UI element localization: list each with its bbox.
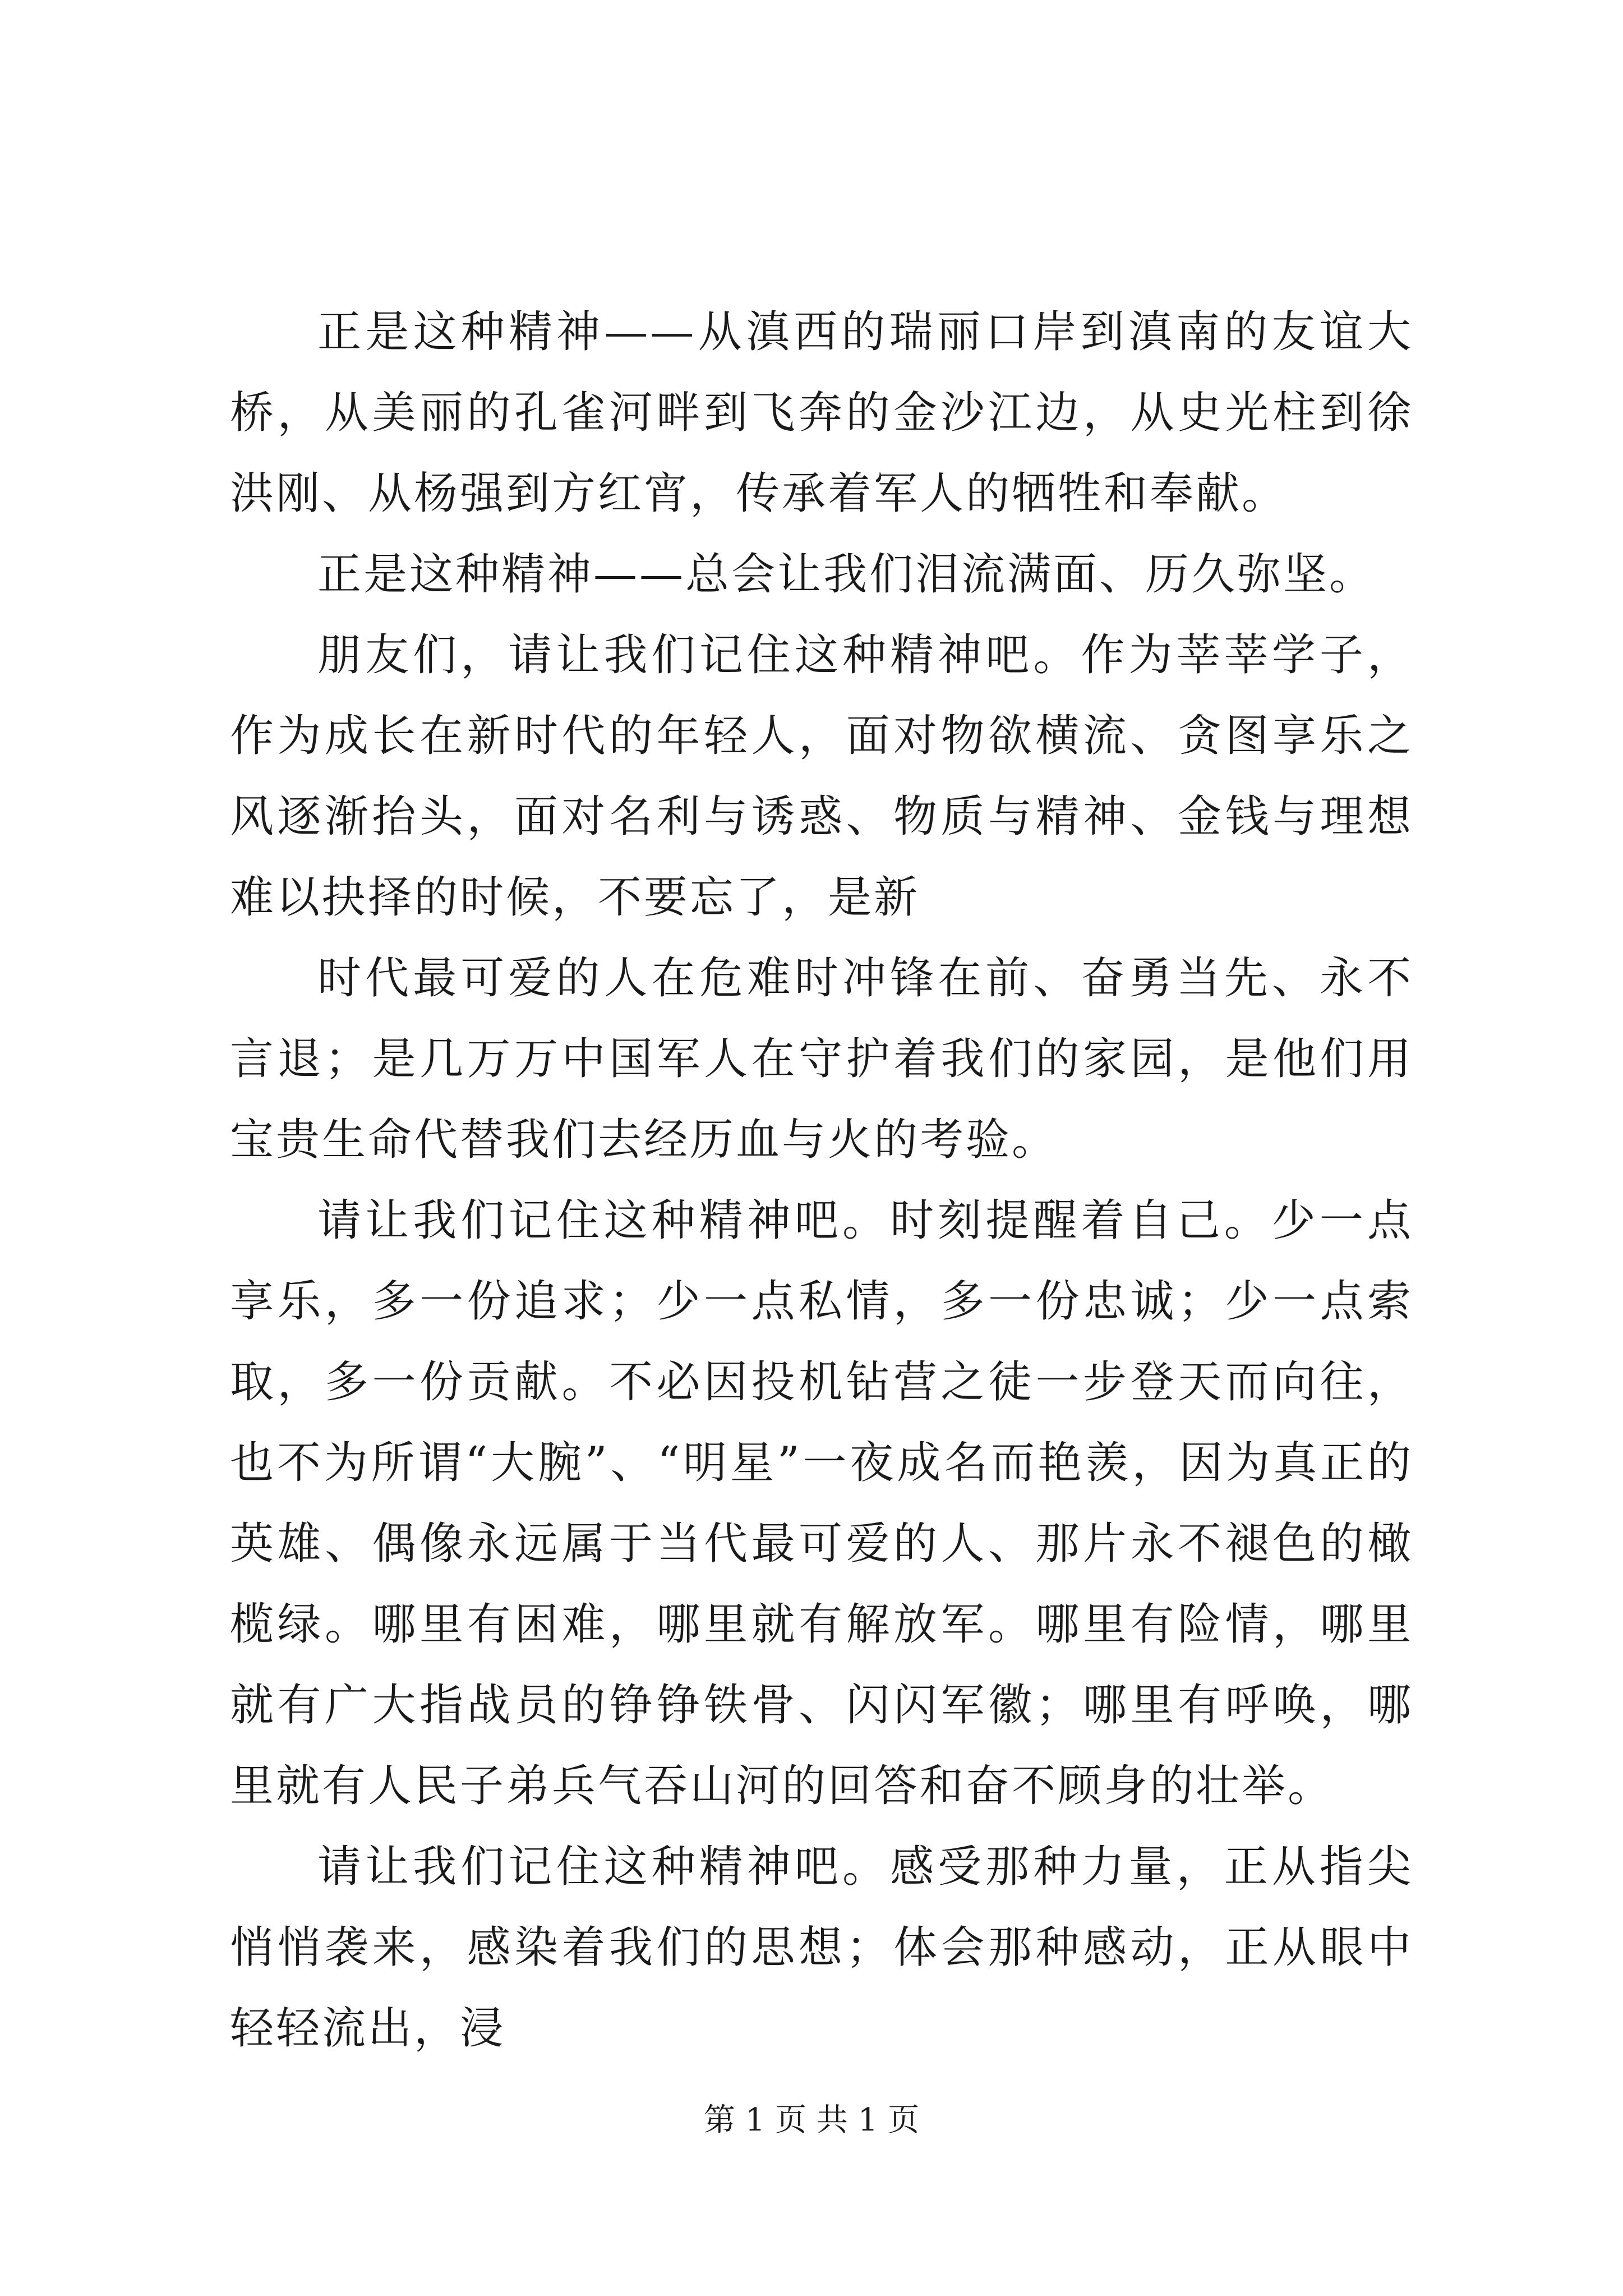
paragraph-1: 正是这种精神——从滇西的瑞丽口岸到滇南的友谊大桥，从美丽的孔雀河畔到飞奔的金沙江边，从史光柱到徐洪刚、从杨强到方红宵，传承着军人的牺牲和奉献。 xyxy=(230,307,1413,519)
page-footer: 第 1 页 共 1 页 xyxy=(703,2102,920,2138)
paragraph-6: 请让我们记住这种精神吧。感受那种力量，正从指尖悄悄袭来，感染着我们的思想；体会那种感动，正从眼中轻轻流出，浸 xyxy=(230,1842,1413,2054)
paragraph-4: 时代最可爱的人在危难时冲锋在前、奋勇当先、永不言退；是几万万中国军人在守护着我们的家园，是他们用宝贵生命代替我们去经历血与火的考验。 xyxy=(230,953,1413,1165)
paragraph-2: 正是这种精神——总会让我们泪流满面、历久弥坚。 xyxy=(317,549,1376,600)
paragraph-5: 请让我们记住这种精神吧。时刻提醒着自己。少一点享乐，多一份追求；少一点私情，多一份忠诚；少一点索取，多一份贡献。不必因投机钻营之徒一步登天而向往，也不为所谓“大腕”、“明星”一夜成名而艳羡，因为真正的英雄、偶像永远属于当代最可爱的人、那片永不褪色的橄榄绿。哪里有困难，哪里就有解放军。哪里有险情，哪里就有广大指战员的铮铮铁骨、闪闪军徽；哪里有呼唤，哪里就有人民子弟兵气吞山河的回答和奋不顾身的壮举。 xyxy=(230,1195,1413,1811)
document-body xyxy=(230,292,1413,2069)
paragraph-3: 朋友们，请让我们记住这种精神吧。作为莘莘学子，作为成长在新时代的年轻人，面对物欲横流、贪图享乐之风逐渐抬头，面对名利与诱惑、物质与精神、金钱与理想难以抉择的时候，不要忘了，是新 xyxy=(230,630,1413,923)
